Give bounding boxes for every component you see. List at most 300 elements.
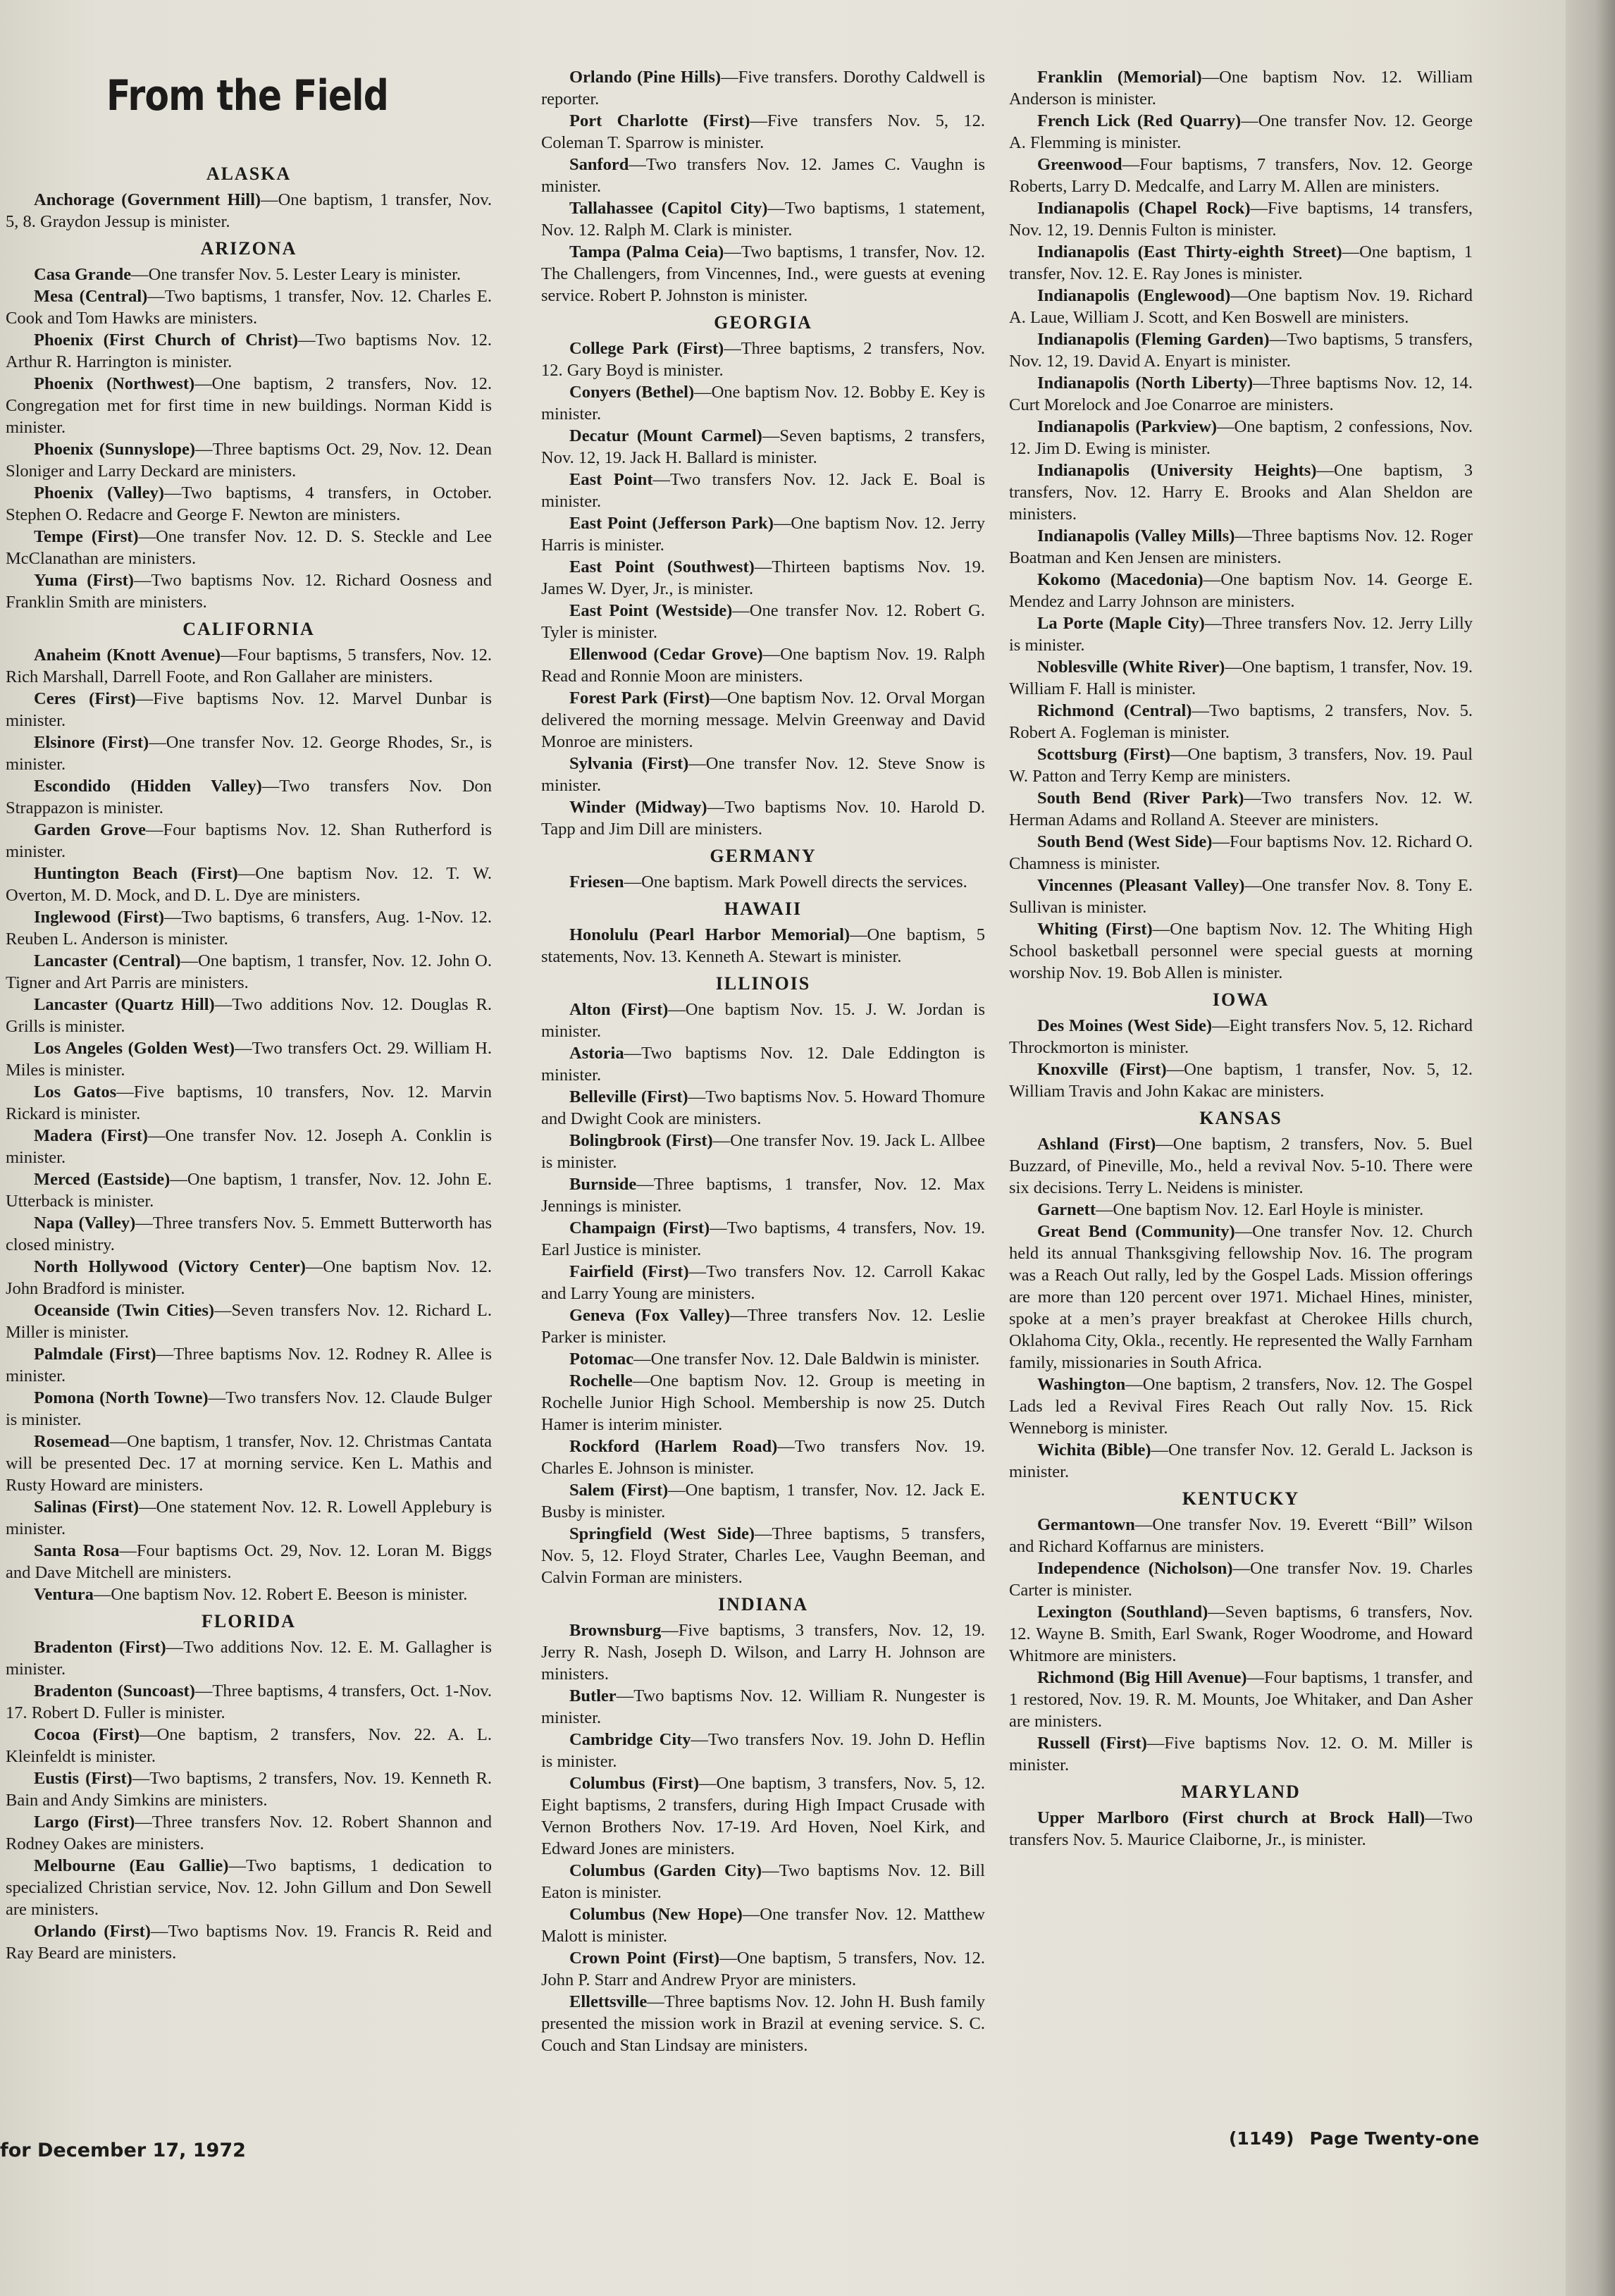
church-name: Richmond (Central) (1037, 701, 1192, 720)
state-heading: IOWA (1212, 989, 1270, 1010)
church-name: Independence (Nicholson) (1037, 1559, 1233, 1578)
column-2-entries (541, 66, 985, 2056)
church-report (6, 950, 492, 994)
report-text: —Two baptisms Nov. 19. Francis R. Reid and Ray Beard are ministers. (6, 1922, 492, 1963)
report-text: —One baptism, 2 transfers, Nov. 12. The Gospel Lads led a Revival Fires Reach Out rally Nov. 15. Rick Wenneborg is minister. (1009, 1375, 1473, 1438)
church-report (6, 1767, 492, 1811)
folio-number: (1149) (1229, 2128, 1294, 2149)
church-report (1009, 1199, 1473, 1221)
column-1-entries (6, 163, 492, 1964)
report-text: —Two transfers Nov. 19. Charles E. Johnson is minister. (541, 1437, 985, 1478)
church-name: Indianapolis (Parkview) (1037, 417, 1218, 436)
church-name: Geneva (Fox Valley) (569, 1306, 731, 1325)
church-name: Richmond (Big Hill Avenue) (1037, 1668, 1247, 1687)
report-text: —Two baptisms, 2 transfers, Nov. 19. Kenneth R. Bain and Andy Simkins are ministers. (6, 1769, 492, 1810)
church-report (1009, 569, 1473, 612)
church-name: Huntington Beach (First) (34, 864, 238, 883)
report-text: —One transfer Nov. 12. D. S. Steckle and Lee McClanathan are ministers. (6, 527, 492, 568)
church-report (541, 425, 985, 469)
church-name: Garden Grove (34, 820, 146, 839)
church-name: Bradenton (Suncoast) (34, 1681, 195, 1701)
church-name: Lancaster (Central) (34, 951, 181, 970)
church-name: Phoenix (Sunnyslope) (34, 440, 196, 459)
church-report (1009, 1221, 1473, 1374)
church-report (541, 753, 985, 796)
report-text: —One baptism, 3 transfers, Nov. 19. Paul W. Patton and Terry Kemp are ministers. (1009, 745, 1473, 786)
church-name: Ventura (34, 1585, 94, 1604)
report-text: —Two baptisms, 1 transfer, Nov. 12. Charles E. Cook and Tom Hawks are ministers. (6, 287, 492, 328)
church-name: Escondido (Hidden Valley) (34, 777, 262, 796)
state-heading: ARIZONA (200, 238, 297, 259)
church-name: Phoenix (Valley) (34, 483, 164, 502)
church-report (541, 556, 985, 600)
church-report (541, 1523, 985, 1588)
report-text: —Two baptisms Nov. 12. William R. Nungester is minister. (541, 1686, 985, 1727)
church-report (541, 241, 985, 307)
report-text: —One baptism Nov. 19. Richard A. Laue, William J. Scott, and Ken Boswell are ministers. (1009, 286, 1473, 327)
church-report (6, 373, 492, 438)
church-name: Knoxville (First) (1037, 1060, 1167, 1079)
state-heading: GERMANY (710, 846, 817, 866)
report-text: —Two baptisms, 4 transfers, in October. Stephen O. Redacre and George F. Newton are ministers. (6, 483, 492, 524)
report-text: —Three transfers Nov. 5. Emmett Butterworth has closed ministry. (6, 1214, 492, 1254)
church-report (6, 1496, 492, 1540)
church-report (1009, 1133, 1473, 1199)
church-report (6, 264, 492, 285)
church-report (541, 1860, 985, 1903)
church-report (541, 1903, 985, 1947)
church-report (6, 1256, 492, 1300)
church-report (541, 1173, 985, 1217)
church-report (6, 1724, 492, 1767)
church-report (6, 1168, 492, 1212)
state-heading: ALASKA (206, 163, 292, 184)
report-text: —One transfer Nov. 12. Joseph A. Conklin is minister. (6, 1126, 492, 1167)
report-text: —Eight transfers Nov. 5, 12. Richard Throckmorton is minister. (1009, 1016, 1473, 1057)
church-report (1009, 197, 1473, 241)
report-text: —Three baptisms Nov. 12. Rodney R. Allee is minister. (6, 1345, 492, 1385)
column-2 (541, 66, 985, 2152)
report-text: —Two transfers Nov. Don Strappazon is minister. (6, 777, 492, 817)
report-text: —Two transfers Nov. 12. W. Herman Adams and Rolland A. Steever are ministers. (1009, 789, 1473, 829)
report-text: —One transfer Nov. 5. Lester Leary is minister. (131, 265, 462, 284)
report-text: —Three baptisms, 5 transfers, Nov. 5, 12. Floyd Strater, Charles Lee, Vaughn Beeman, and Calvin Forman are ministers. (541, 1524, 985, 1587)
church-report (1009, 1439, 1473, 1483)
report-text: —Two baptisms Nov. 10. Harold D. Tapp and Jim Dill are ministers. (541, 798, 985, 839)
report-text: —One baptism, 1 transfer, Nov. 5, 8. Graydon Jessup is minister. (6, 190, 492, 231)
report-text: —Three baptisms Oct. 29, Nov. 12. Dean Sloniger and Larry Deckard are ministers. (6, 440, 492, 481)
church-name: Rochelle (569, 1371, 633, 1390)
church-report (6, 819, 492, 863)
church-report (6, 775, 492, 819)
church-name: Eustis (First) (34, 1769, 132, 1788)
church-name: Salem (First) (569, 1481, 669, 1500)
church-report (541, 796, 985, 840)
report-text: —One baptism Nov. 12. Orval Morgan delivered the morning message. Melvin Greenway and David Monroe are ministers. (541, 689, 985, 751)
church-report (541, 600, 985, 643)
report-text: —Two baptisms, 5 transfers, Nov. 12, 19. David A. Enyart is minister. (1009, 330, 1473, 371)
report-text: —Four baptisms Nov. 12. Shan Rutherford is minister. (6, 820, 492, 861)
church-name: Germantown (1037, 1515, 1135, 1534)
church-report (6, 906, 492, 950)
report-text: —Two transfers Nov. 5. Maurice Claiborne, Jr., is minister. (1009, 1808, 1473, 1849)
church-name: Decatur (Mount Carmel) (569, 426, 762, 445)
church-name: Columbus (Garden City) (569, 1861, 762, 1880)
church-report (541, 154, 985, 197)
church-report (6, 1037, 492, 1081)
report-text: —One baptism, 3 transfers, Nov. 12. Harry E. Brooks and Alan Sheldon are ministers. (1009, 461, 1473, 524)
church-name: Burnside (569, 1175, 637, 1194)
church-report (6, 1680, 492, 1724)
church-name: Tempe (First) (34, 527, 139, 546)
church-report (1009, 656, 1473, 700)
church-name: Winder (Midway) (569, 798, 707, 817)
church-report (1009, 1557, 1473, 1601)
church-name: Phoenix (First Church of Christ) (34, 331, 299, 350)
church-name: Anaheim (Knott Avenue) (34, 646, 221, 665)
report-text: —One transfer Nov. 12. Gerald L. Jackson is minister. (1009, 1440, 1473, 1481)
report-text: —Three transfers Nov. 12. Jerry Lilly is minister. (1009, 614, 1473, 655)
church-name: South Bend (River Park) (1037, 789, 1244, 808)
church-name: Salinas (First) (34, 1498, 140, 1517)
report-text: —Four baptisms, 5 transfers, Nov. 12. Rich Marshall, Darrell Foote, and Ron Gallaher are ministers. (6, 646, 492, 686)
church-name: Yuma (First) (34, 571, 134, 590)
church-report (6, 1300, 492, 1343)
church-name: Rockford (Harlem Road) (569, 1437, 778, 1456)
church-name: Phoenix (Northwest) (34, 374, 195, 393)
church-name: Los Gatos (34, 1082, 117, 1101)
church-name: Cocoa (First) (34, 1725, 140, 1744)
church-name: French Lick (Red Quarry) (1037, 111, 1242, 130)
church-report (6, 688, 492, 732)
report-text: —Five transfers Nov. 5, 12. Coleman T. Sparrow is minister. (541, 111, 985, 152)
church-name: Napa (Valley) (34, 1214, 136, 1233)
church-name: Honolulu (Pearl Harbor Memorial) (569, 925, 850, 944)
report-text: —Five baptisms, 3 transfers, Nov. 12, 19. Jerry R. Nash, Joseph D. Wilson, and Larry H. Johnson are ministers. (541, 1621, 985, 1684)
report-text: —Three baptisms, 1 transfer, Nov. 12. Max Jennings is minister. (541, 1175, 985, 1216)
church-report (6, 1081, 492, 1125)
report-text: —One baptism, 1 transfer, Nov. 12. E. Ray Jones is minister. (1009, 242, 1473, 283)
report-text: —One baptism. Mark Powell directs the services. (624, 872, 967, 891)
church-name: Greenwood (1037, 155, 1122, 174)
church-report (541, 1130, 985, 1173)
church-name: Inglewood (First) (34, 908, 165, 927)
report-text: —Five transfers. Dorothy Caldwell is reporter. (541, 68, 985, 109)
report-text: —One transfer Nov. 12. Dale Baldwin is minister. (633, 1350, 980, 1369)
church-report (1009, 1514, 1473, 1557)
church-report (1009, 918, 1473, 984)
church-report (6, 438, 492, 482)
church-report (541, 871, 985, 893)
church-name: Tallahassee (Capitol City) (569, 199, 768, 218)
report-text: —One baptism Nov. 12. Jerry Harris is minister. (541, 514, 985, 555)
report-text: —Two baptisms Nov. 12. Bill Eaton is minister. (541, 1861, 985, 1902)
report-text: —One transfer Nov. 12. George Rhodes, Sr., is minister. (6, 733, 492, 774)
church-report (541, 512, 985, 556)
church-report (1009, 1015, 1473, 1058)
report-text: —One transfer Nov. 19. Everett “Bill” Wilson and Richard Koffarnus are ministers. (1009, 1515, 1473, 1556)
church-name: Orlando (First) (34, 1922, 151, 1941)
church-report (1009, 285, 1473, 328)
state-heading: HAWAII (724, 899, 803, 919)
church-report (541, 110, 985, 154)
church-name: Madera (First) (34, 1126, 148, 1145)
church-report (1009, 1732, 1473, 1776)
church-report (1009, 743, 1473, 787)
report-text: —One baptism, 1 transfer, Nov. 12. Christmas Cantata will be presented Dec. 17 at morning service. Ken L. Mathis and Rusty Howard are ministers. (6, 1432, 492, 1495)
report-text: —One baptism, 1 transfer, Nov. 12. John E. Utterback is minister. (6, 1170, 492, 1211)
column-3 (1009, 66, 1473, 2152)
report-text: —One transfer Nov. 12. Church held its annual Thanksgiving fellowship Nov. 16. The program was a Reach Out rally, led by the Gospel Lads. Mission offerings are more than 120 percent over 1971. Michael Hines, minister, spoke at a men’s prayer breakfast at Cherokee Hills church, Oklahoma City, Okla., recently. He represented the Wally Farnham family, missionaries in South Africa. (1009, 1222, 1473, 1372)
church-name: Rosemead (34, 1432, 110, 1451)
report-text: —One baptism Nov. 12. Bobby E. Key is minister. (541, 383, 985, 424)
report-text: —Four baptisms, 1 transfer, and 1 restored, Nov. 19. R. M. Mounts, Joe Whitaker, and Dan Asher are ministers. (1009, 1668, 1473, 1731)
report-text: —Three transfers Nov. 12. Robert Shannon and Rodney Oakes are ministers. (6, 1813, 492, 1853)
church-name: East Point (569, 470, 653, 489)
church-report (6, 863, 492, 906)
report-text: —One baptism, 5 statements, Nov. 13. Kenneth A. Stewart is minister. (541, 925, 985, 966)
church-report (6, 644, 492, 688)
church-name: Sylvania (First) (569, 754, 689, 773)
church-name: Belleville (First) (569, 1087, 688, 1106)
state-heading: ILLINOIS (715, 973, 811, 994)
church-name: Astoria (569, 1044, 624, 1063)
church-name: Tampa (Palma Ceia) (569, 242, 724, 261)
report-text: —Two baptisms, 6 transfers, Aug. 1-Nov. 12. Reuben L. Anderson is minister. (6, 908, 492, 949)
church-report (1009, 328, 1473, 372)
church-report (1009, 110, 1473, 154)
report-text: —One statement Nov. 12. R. Lowell Applebury is minister. (6, 1498, 492, 1538)
church-report (1009, 525, 1473, 569)
church-report (541, 687, 985, 753)
report-text: —One transfer Nov. 19. Jack L. Allbee is minister. (541, 1131, 985, 1172)
church-report (541, 381, 985, 425)
church-report (6, 1387, 492, 1431)
church-report (541, 924, 985, 968)
church-name: Casa Grande (34, 265, 132, 284)
church-name: La Porte (Maple City) (1037, 614, 1205, 633)
church-name: Palmdale (First) (34, 1345, 156, 1364)
report-text: —Two transfers Nov. 12. Claude Bulger is minister. (6, 1388, 492, 1429)
church-name: Great Bend (Community) (1037, 1222, 1235, 1241)
church-name: Champaign (First) (569, 1218, 710, 1238)
report-text: —Five baptisms Nov. 12. O. M. Miller is minister. (1009, 1734, 1473, 1775)
report-text: —Two baptisms, 2 transfers, Nov. 5. Robert A. Fogleman is minister. (1009, 701, 1473, 742)
church-report (6, 1212, 492, 1256)
state-heading: FLORIDA (202, 1611, 296, 1631)
report-text: —One baptism, 2 transfers, Nov. 22. A. L. Kleinfeldt is minister. (6, 1725, 492, 1766)
church-report (1009, 416, 1473, 459)
report-text: —One baptism, 3 transfers, Nov. 5, 12. Eight baptisms, 2 transfers, during High Impact Crusade with Vernon Brothers Nov. 17-19. Ard Hoven, Noel Kirk, and Edward Jones are ministers. (541, 1774, 985, 1858)
church-name: Los Angeles (Golden West) (34, 1039, 235, 1058)
church-name: Anchorage (Government Hill) (34, 190, 261, 209)
report-text: —Two transfers Oct. 29. William H. Miles is minister. (6, 1039, 492, 1080)
church-name: Largo (First) (34, 1813, 135, 1832)
state-heading: KANSAS (1199, 1108, 1282, 1128)
church-report (541, 1348, 985, 1370)
church-report (1009, 1058, 1473, 1102)
church-name: Indianapolis (East Thirty-eighth Street) (1037, 242, 1342, 261)
church-name: Alton (First) (569, 1000, 669, 1019)
church-report (6, 1343, 492, 1387)
report-text: —One baptism Nov. 12. Robert E. Beeson is minister. (93, 1585, 468, 1604)
page-footer (1229, 2128, 1495, 2149)
church-name: Springfield (West Side) (569, 1524, 755, 1543)
report-text: —Two baptisms, 4 transfers, Nov. 19. Earl Justice is minister. (541, 1218, 985, 1259)
church-name: Orlando (Pine Hills) (569, 68, 722, 87)
report-text: —One baptism Nov. 14. George E. Mendez and Larry Johnson are ministers. (1009, 570, 1473, 611)
church-report (6, 569, 492, 613)
report-text: —One baptism Nov. 12. Earl Hoyle is minister. (1096, 1200, 1424, 1219)
church-report (541, 1729, 985, 1772)
church-report (541, 1991, 985, 2056)
church-name: Cambridge City (569, 1730, 691, 1749)
church-name: Indianapolis (University Heights) (1037, 461, 1317, 480)
church-report (541, 1086, 985, 1130)
church-name: Lancaster (Quartz Hill) (34, 995, 215, 1014)
church-report (1009, 241, 1473, 285)
report-text: —One transfer Nov. 19. Charles Carter is minister. (1009, 1559, 1473, 1600)
page-number: Page Twenty-one (1309, 2128, 1480, 2149)
church-report (6, 526, 492, 569)
church-report (541, 643, 985, 687)
state-heading: CALIFORNIA (182, 619, 315, 639)
church-name: Pomona (North Towne) (34, 1388, 209, 1407)
church-name: Indianapolis (Fleming Garden) (1037, 330, 1270, 349)
church-report (6, 1636, 492, 1680)
report-text: —One baptism, 1 transfer, Nov. 5, 12. William Travis and John Kakac are ministers. (1009, 1060, 1473, 1101)
column-3-entries (1009, 66, 1473, 1851)
report-text: —Two transfers Nov. 12. Jack E. Boal is minister. (541, 470, 985, 511)
church-name: Butler (569, 1686, 617, 1705)
church-report (6, 1584, 492, 1605)
church-report (541, 1685, 985, 1729)
church-report (541, 1304, 985, 1348)
page-title: From the Field (106, 71, 388, 121)
church-name: Vincennes (Pleasant Valley) (1037, 876, 1245, 895)
report-text: —Seven baptisms, 6 transfers, Nov. 12. Wayne B. Smith, Earl Swank, Roger Woodrome, and Howard Whitmore are ministers. (1009, 1603, 1473, 1665)
church-report (541, 1947, 985, 1991)
church-name: Forest Park (First) (569, 689, 710, 708)
report-text: —Three baptisms, 4 transfers, Oct. 1-Nov. 17. Robert D. Fuller is minister. (6, 1681, 492, 1722)
church-report (6, 1920, 492, 1964)
report-text: —One baptism Nov. 19. Ralph Read and Ronnie Moon are ministers. (541, 645, 985, 686)
church-name: Indianapolis (Chapel Rock) (1037, 199, 1251, 218)
church-report (541, 1217, 985, 1261)
report-text: —Two transfers Nov. 12. Carroll Kakac and Larry Young are ministers. (541, 1262, 985, 1303)
church-report (541, 338, 985, 381)
report-text: —One baptism Nov. 12. T. W. Overton, M. D. Mock, and D. L. Dye are ministers. (6, 864, 492, 905)
report-text: —Seven baptisms, 2 transfers, Nov. 12, 19. Jack H. Ballard is minister. (541, 426, 985, 467)
church-report (1009, 459, 1473, 525)
report-text: —Three transfers Nov. 12. Leslie Parker is minister. (541, 1306, 985, 1347)
issue-date: for December 17, 1972 (0, 2140, 246, 2161)
church-report (1009, 875, 1473, 918)
church-name: Wichita (Bible) (1037, 1440, 1151, 1459)
report-text: —Three baptisms Nov. 12, 14. Curt Morelock and Joe Conarroe are ministers. (1009, 374, 1473, 414)
church-report (6, 1125, 492, 1168)
church-report (1009, 1601, 1473, 1667)
report-text: —One transfer Nov. 12. Matthew Malott is minister. (541, 1905, 985, 1946)
church-name: Fairfield (First) (569, 1262, 689, 1281)
report-text: —Two baptisms Nov. 12. Arthur R. Harrington is minister. (6, 331, 492, 371)
church-name: Whiting (First) (1037, 920, 1153, 939)
church-report (6, 1431, 492, 1496)
church-name: Port Charlotte (First) (569, 111, 750, 130)
church-report (1009, 612, 1473, 656)
church-report (1009, 1807, 1473, 1851)
church-name: Scottsburg (First) (1037, 745, 1171, 764)
church-name: Sanford (569, 155, 629, 174)
church-report (541, 1479, 985, 1523)
church-report (1009, 66, 1473, 110)
church-report (541, 1261, 985, 1304)
church-name: Oceanside (Twin Cities) (34, 1301, 215, 1320)
church-name: South Bend (West Side) (1037, 832, 1213, 851)
state-heading: INDIANA (717, 1594, 809, 1615)
church-report (6, 732, 492, 775)
church-name: Indianapolis (Valley Mills) (1037, 526, 1235, 545)
church-name: Columbus (New Hope) (569, 1905, 743, 1924)
report-text: —Two additions Nov. 12. Douglas R. Grills is minister. (6, 995, 492, 1036)
report-text: —One baptism Nov. 12. Group is meeting in Rochelle Junior High School. Membership is now 25. Dutch Hamer is interim minister. (541, 1371, 985, 1434)
page-edge-shadow (1566, 0, 1615, 2296)
church-report (6, 329, 492, 373)
report-text: —Two transfers Nov. 12. James C. Vaughn is minister. (541, 155, 985, 196)
report-text: —One transfer Nov. 12. George A. Flemming is minister. (1009, 111, 1473, 152)
report-text: —One baptism, 2 transfers, Nov. 12. Congregation met for first time in new buildings. Norman Kidd is minister. (6, 374, 492, 437)
church-report (1009, 372, 1473, 416)
church-name: Bolingbrook (First) (569, 1131, 713, 1150)
report-text: —Two baptisms Nov. 12. Dale Eddington is minister. (541, 1044, 985, 1085)
church-report (1009, 700, 1473, 743)
report-text: —One baptism Nov. 12. William Anderson is minister. (1009, 68, 1473, 109)
report-text: —Five baptisms, 10 transfers, Nov. 12. Marvin Rickard is minister. (6, 1082, 492, 1123)
church-name: Indianapolis (North Liberty) (1037, 374, 1254, 393)
report-text: —Five baptisms Nov. 12. Marvel Dunbar is minister. (6, 689, 492, 730)
report-text: —Two baptisms, 1 statement, Nov. 12. Ralph M. Clark is minister. (541, 199, 985, 240)
report-text: —One transfer Nov. 12. Steve Snow is minister. (541, 754, 985, 795)
church-name: Mesa (Central) (34, 287, 148, 306)
church-report (541, 1042, 985, 1086)
state-heading: GEORGIA (714, 312, 812, 333)
church-report (541, 1772, 985, 1860)
state-heading: MARYLAND (1181, 1782, 1301, 1802)
church-report (6, 189, 492, 233)
report-text: —Three baptisms, 2 transfers, Nov. 12. Gary Boyd is minister. (541, 339, 985, 380)
report-text: —Two additions Nov. 12. E. M. Gallagher is minister. (6, 1638, 492, 1679)
church-name: Washington (1037, 1375, 1126, 1394)
church-name: Kokomo (Macedonia) (1037, 570, 1203, 589)
report-text: —One transfer Nov. 8. Tony E. Sullivan is minister. (1009, 876, 1473, 917)
church-name: Ellettsville (569, 1992, 648, 2011)
church-report (6, 285, 492, 329)
church-name: Bradenton (First) (34, 1638, 166, 1657)
report-text: —One baptism, 5 transfers, Nov. 12. John P. Starr and Andrew Pryor are ministers. (541, 1949, 985, 1989)
state-heading: KENTUCKY (1182, 1488, 1300, 1509)
church-name: College Park (First) (569, 339, 724, 358)
church-name: Garnett (1037, 1200, 1096, 1219)
church-name: North Hollywood (Victory Center) (34, 1257, 306, 1276)
church-report (6, 1540, 492, 1584)
report-text: —Seven transfers Nov. 12. Richard L. Miller is minister. (6, 1301, 492, 1342)
report-text: —One baptism, 2 transfers, Nov. 5. Buel Buzzard, of Pineville, Mo., held a revival Nov. 5-10. There were six decisions. Terry L. Neidens is minister. (1009, 1135, 1473, 1197)
church-report (541, 197, 985, 241)
report-text: —Four baptisms, 7 transfers, Nov. 12. George Roberts, Larry D. Medcalfe, and Larry M. Allen are ministers. (1009, 155, 1473, 196)
report-text: —One baptism, 1 transfer, Nov. 12. John O. Tigner and Art Parris are ministers. (6, 951, 492, 992)
church-report (6, 482, 492, 526)
report-text: —Four baptisms Nov. 12. Richard O. Chamness is minister. (1009, 832, 1473, 873)
